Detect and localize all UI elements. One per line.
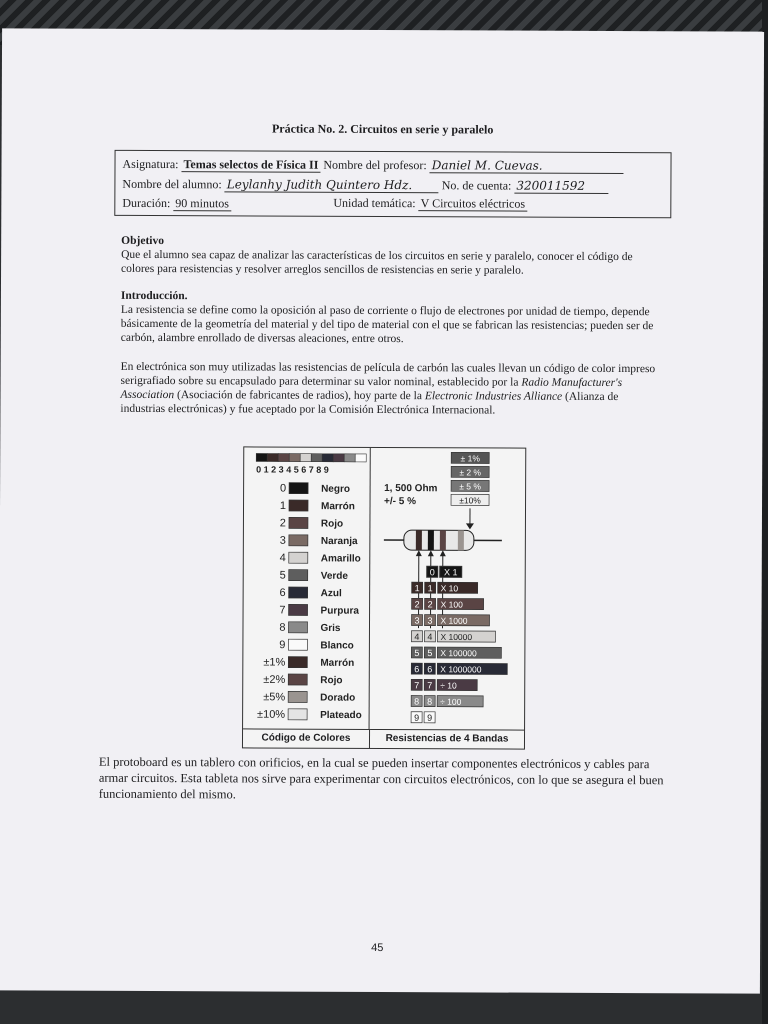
row-color-name: Purpura xyxy=(320,605,359,617)
multiplier-label: X 10 xyxy=(440,583,459,594)
row-code: ±1% xyxy=(263,656,286,669)
profesor-label: Nombre del profesor: xyxy=(323,157,427,173)
tolerance-label: ± 1% xyxy=(460,453,480,464)
row-color-name: Marrón xyxy=(320,657,355,669)
multiplier-digit-a: 5 xyxy=(414,647,420,658)
row-color-name: Rojo xyxy=(320,675,343,687)
multiplier-label: X 10000 xyxy=(440,631,473,642)
band-arrowhead xyxy=(428,550,434,556)
tolerance-arrowhead xyxy=(466,523,474,529)
strip-swatch xyxy=(300,454,311,462)
row-color-name: Verde xyxy=(320,570,348,582)
duracion-value: 90 minutos xyxy=(173,196,231,211)
multiplier-digit-a: 9 xyxy=(414,712,420,723)
row-code: 5 xyxy=(279,569,286,582)
resistor-band xyxy=(416,530,422,550)
digits-header: 0 1 2 3 4 5 6 7 8 9 xyxy=(256,464,329,475)
row-color-name: Azul xyxy=(320,588,342,600)
row-swatch xyxy=(288,709,307,720)
row-color-name: Gris xyxy=(320,622,341,635)
cuenta-value: 320011592 xyxy=(514,179,608,194)
row-code: ±5% xyxy=(263,691,286,704)
profesor-value: Daniel M. Cuevas. xyxy=(430,158,624,174)
multiplier-digit-a: 4 xyxy=(414,631,420,642)
row-code: 2 xyxy=(279,517,286,530)
alumno-label: Nombre del alumno: xyxy=(122,176,222,192)
row-color-name: Blanco xyxy=(320,640,354,652)
introduccion-p1: La resistencia se define como la oposición al paso de corriente o flujo de electrones por unidad de tiempo, depende básicamente de la geometría del material y del tipo de material con el que se fabrican las resistencias; pueden ser de carbón, alambre enrollado de diversas aleaciones, entre otros. xyxy=(120,303,654,346)
multiplier-label: ÷ 100 xyxy=(440,696,462,707)
strip-swatch xyxy=(311,454,322,462)
alumno-row xyxy=(122,177,608,194)
x1-label: X 1 xyxy=(443,567,458,578)
p2-rma: Radio Manufacturer's Association xyxy=(120,376,623,402)
page-number: 45 xyxy=(371,941,384,955)
multiplier-digit-a: 2 xyxy=(414,599,420,610)
tolerance-label: ± 5 % xyxy=(459,481,481,492)
p2-text-c: (Asociación de fabricantes de radios), hoy parte de la xyxy=(174,389,425,403)
multiplier-digit-b: 4 xyxy=(427,631,433,642)
row-code: 4 xyxy=(279,552,286,565)
row-color-name: Plateado xyxy=(320,709,362,722)
document-page xyxy=(0,28,764,993)
objetivo-heading: Objetivo xyxy=(121,234,165,248)
resistor-band xyxy=(428,530,434,550)
row-color-name: Naranja xyxy=(320,535,358,548)
footer-resistencias: Resistencias de 4 Bandas xyxy=(370,729,524,749)
resistor-band xyxy=(458,530,464,550)
page-title: Práctica No. 2. Circuitos en serie y paralelo xyxy=(271,121,494,137)
asignatura-label: Asignatura: xyxy=(122,156,179,172)
row-swatch xyxy=(288,657,307,668)
introduccion-heading: Introducción. xyxy=(120,289,188,303)
strip-swatch xyxy=(267,454,278,462)
multiplier-label: X 100000 xyxy=(440,648,477,659)
multiplier-digit-a: 1 xyxy=(414,583,420,594)
strip-swatch xyxy=(355,454,366,462)
row-swatch xyxy=(289,483,308,494)
strip-swatch xyxy=(278,454,289,462)
protoboard-paragraph: El protoboard es un tablero con orificios, en la cual se pueden insertar componentes electrónicos y cables para armar circuitos. Esta tableta nos sirve para experimentar con circuitos electrónicos, con lo que se asegura el buen funcionamiento del mismo. xyxy=(98,754,664,802)
resistor-tolerance: +/- 5 % xyxy=(384,496,417,508)
row-color-name: Amarillo xyxy=(320,553,361,565)
strip-swatch xyxy=(256,453,267,461)
row-code: 0 xyxy=(279,482,287,495)
p2-eia: Electronic Industries Alliance xyxy=(424,390,563,403)
row-swatch xyxy=(289,535,308,546)
band-arrowhead xyxy=(440,550,446,556)
row-color-name: Rojo xyxy=(320,518,344,530)
resistor-value: 1, 500 Ohm xyxy=(384,483,438,495)
multiplier-digit-b: 7 xyxy=(427,680,433,691)
unidad-row xyxy=(333,196,527,212)
strip-swatch xyxy=(344,454,355,462)
row-swatch xyxy=(288,691,307,702)
multiplier-digit-b: 1 xyxy=(427,583,433,594)
tolerance-label: ± 2 % xyxy=(459,467,482,478)
row-code: 7 xyxy=(279,604,286,617)
header-info-box xyxy=(114,150,671,218)
color-code-figure xyxy=(242,446,526,749)
multiplier-digit-b: 6 xyxy=(427,664,433,675)
band-arrowhead xyxy=(416,550,422,556)
multiplier-digit-a: 8 xyxy=(414,696,420,707)
row-color-name: Marrón xyxy=(320,501,355,513)
row-color-name: Negro xyxy=(321,483,351,495)
p2-text-e: (Alianza de industrias electrónicas) y fue aceptado por la Comisión Electrónica Internacional. xyxy=(120,390,619,417)
introduccion-section xyxy=(121,289,666,347)
multiplier-digit-b: 8 xyxy=(427,696,433,707)
multiplier-digit-b: 9 xyxy=(427,712,433,723)
duracion-label: Duración: xyxy=(122,195,171,211)
asignatura-value: Temas selectos de Física II xyxy=(181,157,320,173)
multiplier-label: X 100 xyxy=(440,599,463,610)
figure-divider xyxy=(369,448,370,729)
duracion-row xyxy=(122,196,231,211)
multiplier-digit-a: 6 xyxy=(414,664,420,675)
multiplier-digit-b: 2 xyxy=(427,599,433,610)
color-code-diagram xyxy=(243,447,525,748)
row-swatch xyxy=(289,517,308,528)
asignatura-row xyxy=(122,157,623,174)
introduccion-p2 xyxy=(120,360,665,418)
tolerance-label: ±10% xyxy=(459,495,481,506)
multiplier-digit-a: 3 xyxy=(414,615,420,626)
row-code: 8 xyxy=(279,621,286,634)
multiplier-label: X 1000 xyxy=(440,615,468,626)
multiplier-digit-b: 5 xyxy=(427,648,433,659)
zero-label: 0 xyxy=(429,567,435,578)
p2-text-a: En electrónica son muy utilizadas las resistencias de película de carbón las cuales llevan un código de color impreso serigrafiado sobre su encapsulado para determinar su valor nominal, establecido por la xyxy=(120,360,656,389)
row-code: 6 xyxy=(279,586,286,599)
row-swatch xyxy=(288,622,307,633)
row-swatch xyxy=(288,639,307,650)
row-code: 9 xyxy=(279,639,286,652)
resistor-band xyxy=(440,530,446,550)
multiplier-label: X 1000000 xyxy=(440,664,482,675)
row-swatch xyxy=(289,500,308,511)
strip-swatch xyxy=(289,454,300,462)
strip-swatch xyxy=(322,454,333,462)
multiplier-label: ÷ 10 xyxy=(440,680,457,691)
row-swatch xyxy=(288,674,307,685)
row-swatch xyxy=(289,552,308,563)
row-swatch xyxy=(289,604,308,615)
cuenta-label: No. de cuenta: xyxy=(441,178,512,193)
strip-swatch xyxy=(333,454,344,462)
alumno-value: Leylanhy Judith Quintero Hdz. xyxy=(225,177,439,193)
row-swatch xyxy=(289,587,308,598)
row-code: ±10% xyxy=(257,708,286,721)
objetivo-text: Que el alumno sea capaz de analizar las características de los circuitos en serie y paralelo, conocer el código de colores para resistencias y resolver arreglos sencillos de resistencias en serie y paralelo. xyxy=(121,248,633,277)
objetivo-section xyxy=(121,234,666,278)
row-swatch xyxy=(289,570,308,581)
multiplier-digit-a: 7 xyxy=(414,680,420,691)
unidad-value: V Circuitos eléctricos xyxy=(419,196,527,211)
row-code: 3 xyxy=(279,534,286,547)
row-color-name: Dorado xyxy=(320,692,356,704)
unidad-label: Unidad temática: xyxy=(333,195,416,211)
multiplier-digit-b: 3 xyxy=(427,615,433,626)
row-code: ±2% xyxy=(263,673,286,686)
row-code: 1 xyxy=(279,499,287,512)
footer-codigo-colores: Código de Colores xyxy=(243,728,370,748)
